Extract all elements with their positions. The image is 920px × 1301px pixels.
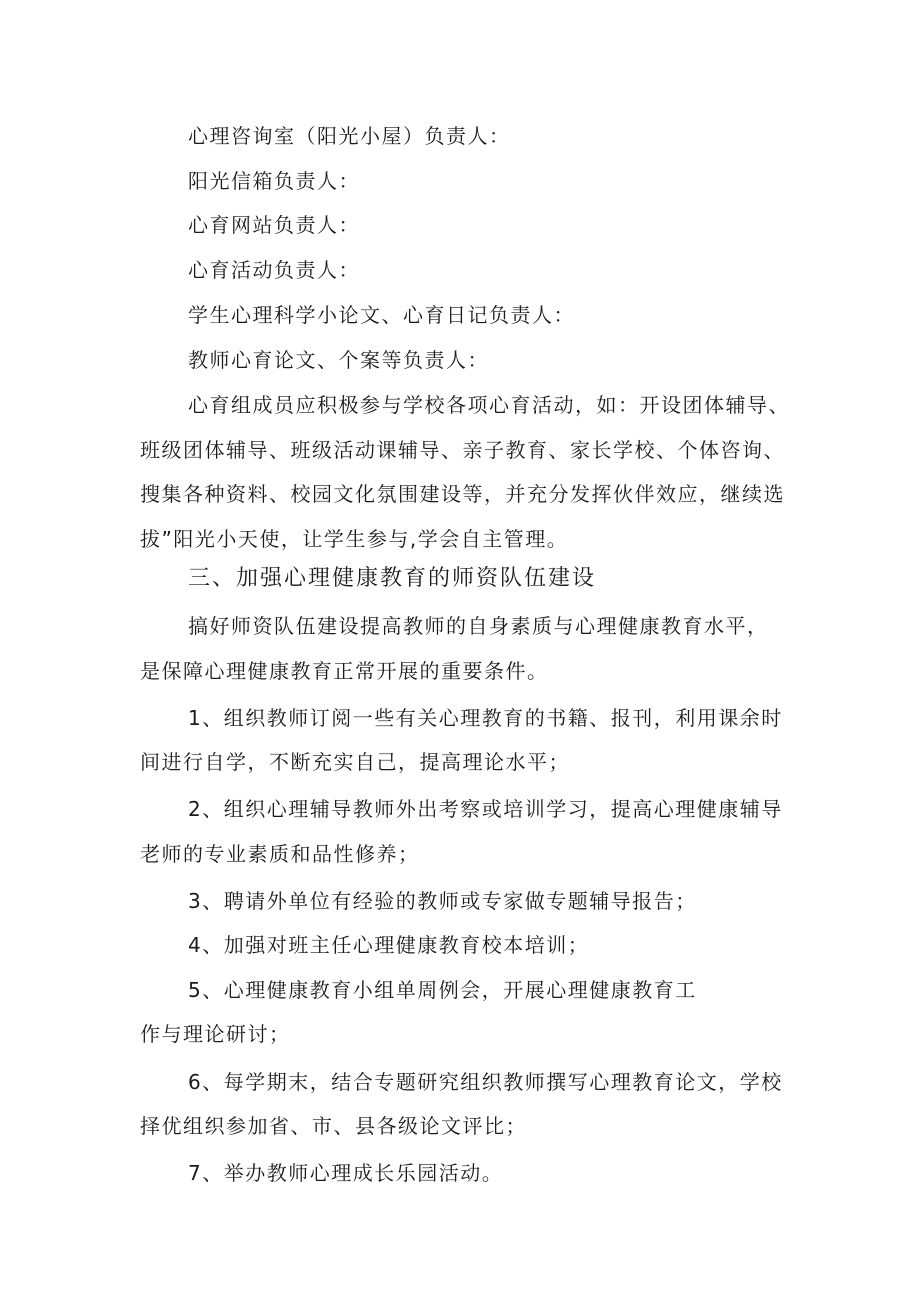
text-line: 是保障心理健康教育正常开展的重要条件。	[140, 659, 549, 683]
text-line: 教师心育论文、个案等负责人：	[188, 348, 489, 372]
text-line: 学生心理科学小论文、心育日记负责人：	[188, 303, 575, 327]
text-line: 拔”阳光小天使，让学生参与,学会自主管理。	[140, 527, 569, 551]
text-line: 搜集各种资料、校园文化氛围建设等，并充分发挥伙伴效应，继续选	[140, 482, 785, 506]
text-line: 2、组织心理辅导教师外出考察或培训学习，提高心理健康辅导	[188, 797, 783, 821]
text-line: 老师的专业素质和品性修养；	[140, 842, 420, 866]
text-line: 搞好师资队伍建设提高教师的自身素质与心理健康教育水平，	[188, 614, 769, 638]
text-line: 班级团体辅导、班级活动课辅导、亲子教育、家长学校、个体咨询、	[140, 438, 785, 462]
text-line: 择优组织参加省、市、县各级论文评比；	[140, 1114, 527, 1138]
text-line: 作与理论研讨；	[140, 1022, 291, 1046]
text-line: 7、举办教师心理成长乐园活动。	[188, 1161, 504, 1185]
text-line: 4、加强对班主任心理健康教育校本培训；	[188, 933, 590, 957]
text-line: 阳光信箱负责人：	[188, 169, 360, 193]
text-line: 5、心理健康教育小组单周例会，开展心理健康教育工	[188, 978, 697, 1002]
text-line: 心理咨询室（阳光小屋）负责人：	[188, 124, 511, 148]
text-line: 心育网站负责人：	[188, 213, 360, 237]
text-line: 间进行自学，不断充实自己，提高理论水平；	[140, 750, 570, 774]
text-line: 6、每学期末，结合专题研究组织教师撰写心理教育论文，学校	[188, 1070, 783, 1094]
section-heading: 三、加强心理健康教育的师资队伍建设	[188, 566, 597, 591]
text-line: 心育活动负责人：	[188, 258, 360, 282]
text-line: 心育组成员应积极参与学校各项心育活动，如：开设团体辅导、	[188, 393, 790, 417]
text-line: 1、组织教师订阅一些有关心理教育的书籍、报刊，利用课余时	[188, 706, 783, 730]
text-line: 3、聘请外单位有经验的教师或专家做专题辅导报告；	[188, 889, 697, 913]
